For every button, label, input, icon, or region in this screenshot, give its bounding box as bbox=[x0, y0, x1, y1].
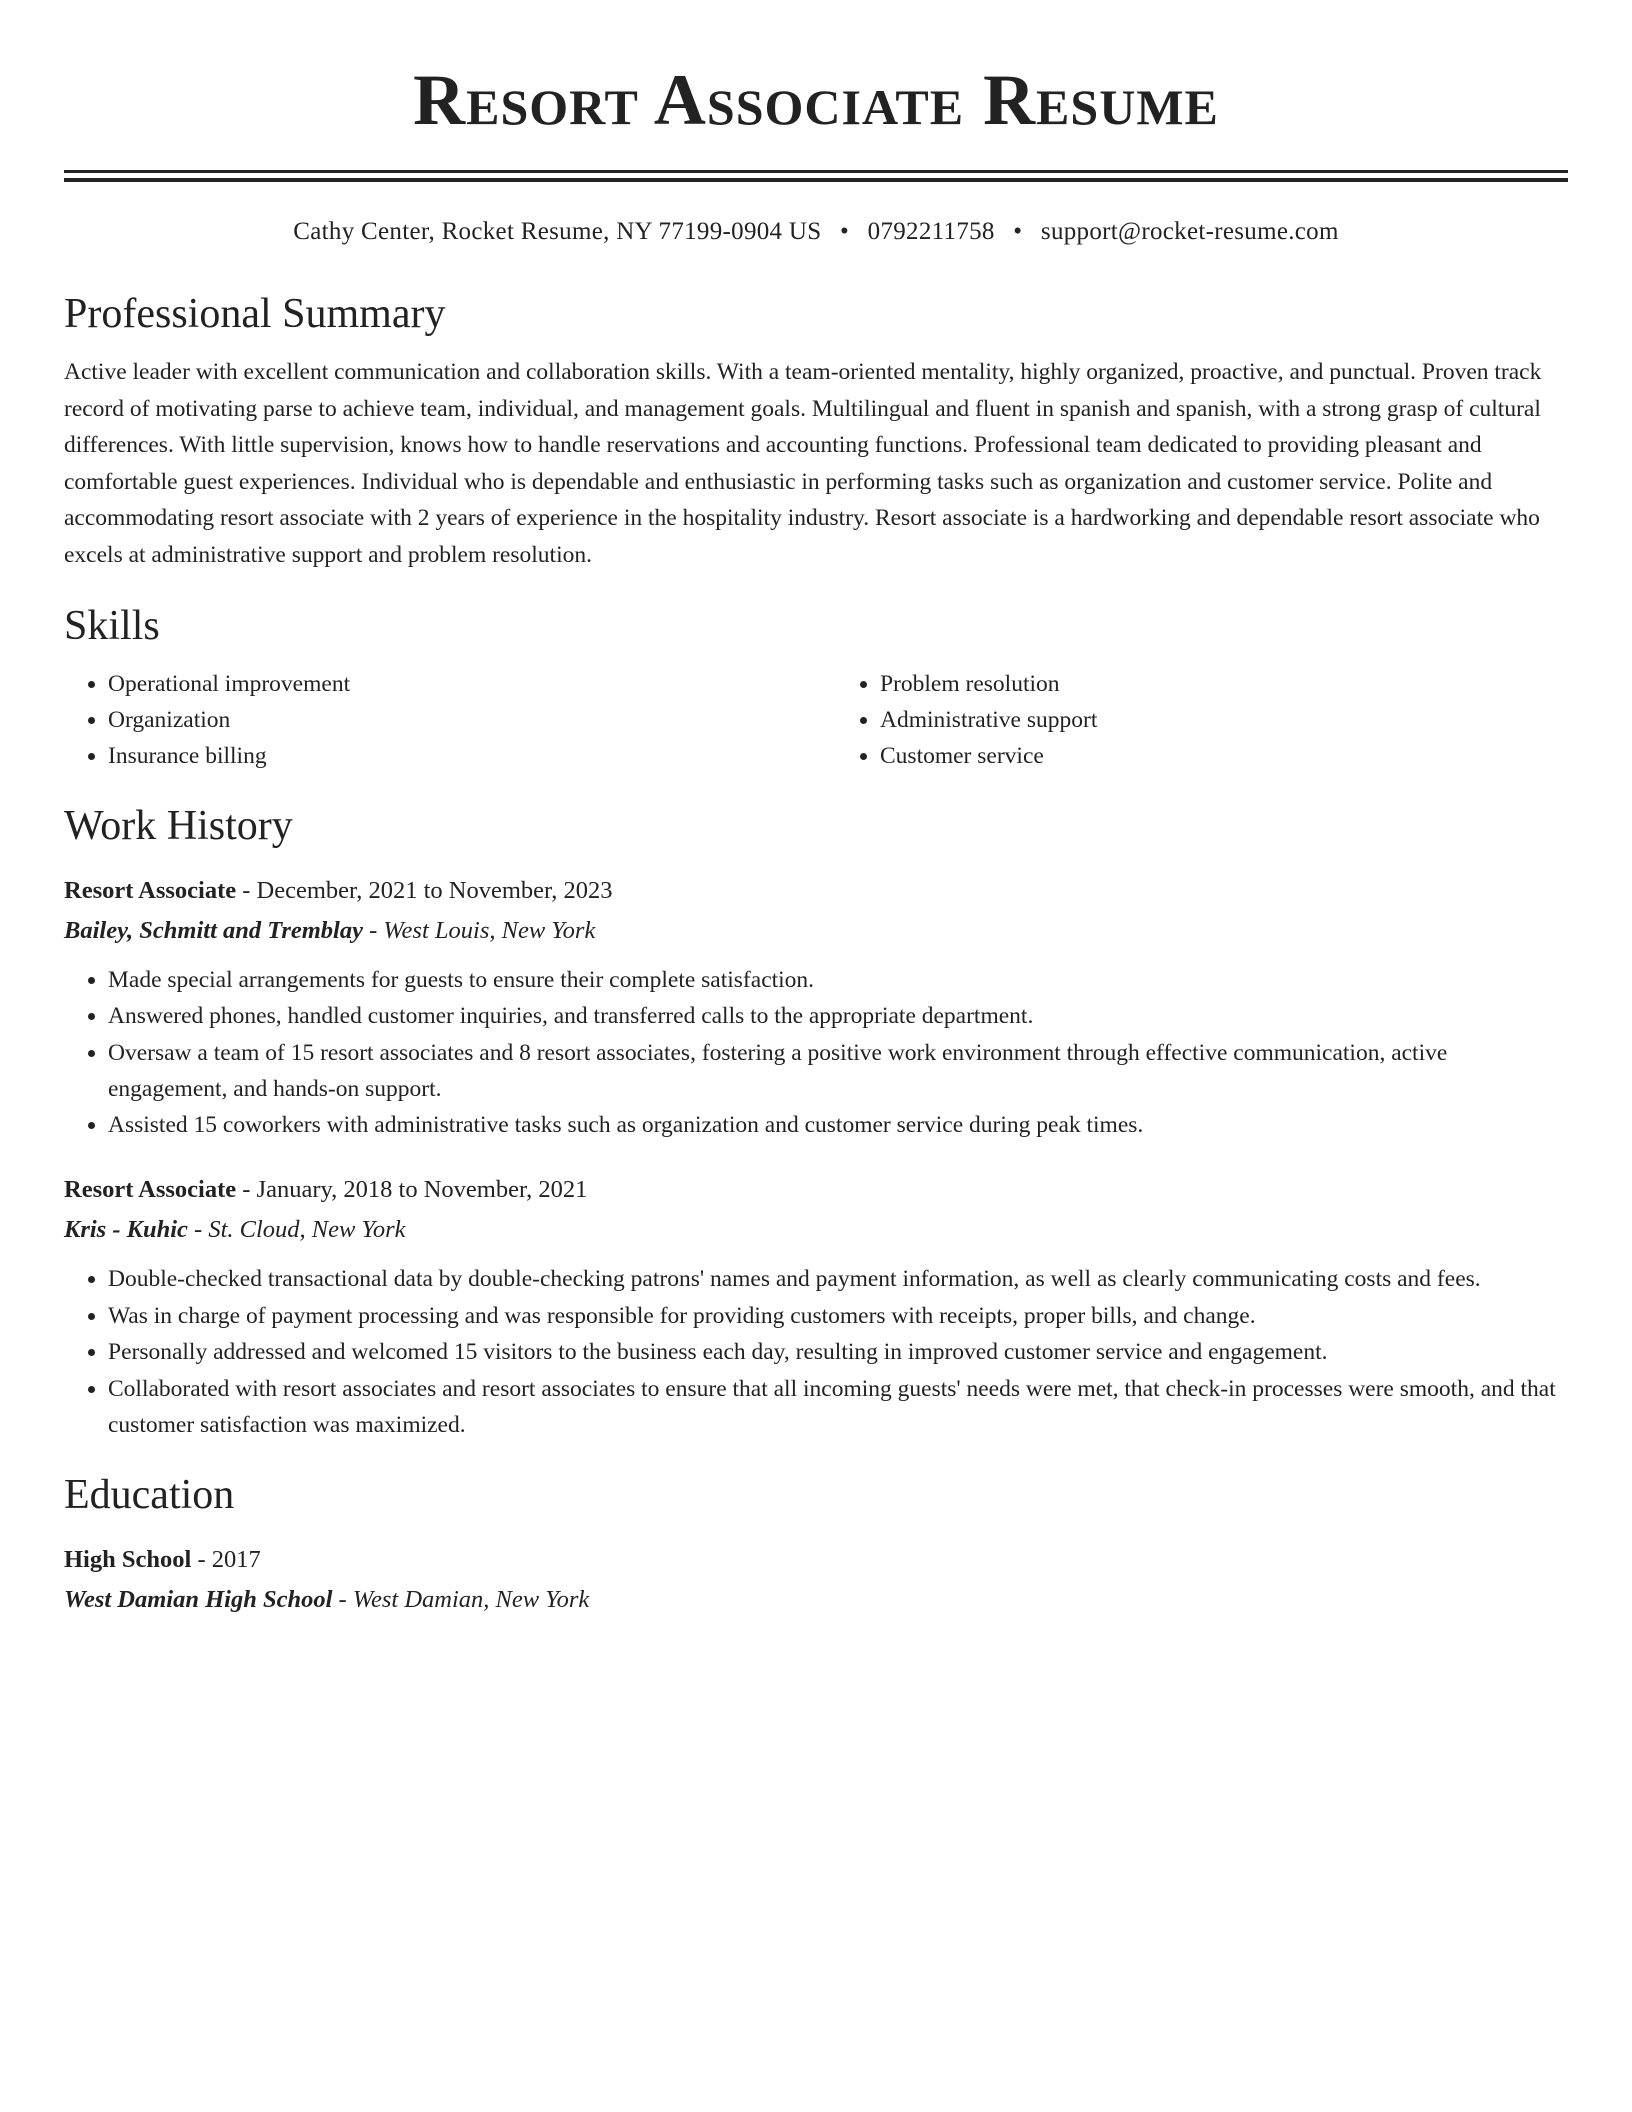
job-role: Resort Associate bbox=[64, 1176, 237, 1204]
job-role: Resort Associate bbox=[64, 876, 237, 904]
summary-text: Active leader with excellent communication and collaboration skills. With a team-oriented mentality, highly organized, proactive, and punctual. Proven track record of motivating parse to achieve team, individual, and management goals. Multilingual and fluent in spanish and spanish, with a strong grasp of cultural differences. With little supervision, knows how to handle reservations and accounting functions. Professional team dedicated to providing pleasant and comfortable guest experiences. Individual who is dependable and enthusiastic in performing tasks such as organization and customer service. Polite and accommodating resort associate with 2 years of experience in the hospitality industry. Resort associate is a hardworking and dependable resort associate who excels at administrative support and problem resolution. bbox=[64, 359, 1542, 568]
title-divider-top bbox=[64, 170, 1568, 173]
job-heading bbox=[64, 874, 1568, 908]
education-institution bbox=[64, 1583, 1568, 1617]
job-location: - West Louis, New York bbox=[362, 916, 596, 944]
job-bullet: • Oversaw a team of 15 resort associates and 8 resort associates, fostering a positive work environment through effective communication, active engagement, and hands-on support. bbox=[108, 1035, 1568, 1107]
job-company: Bailey, Schmitt and Tremblay bbox=[64, 916, 363, 944]
contact-line bbox=[64, 216, 1568, 248]
job-heading bbox=[64, 1173, 1568, 1207]
section-title-work-history: Work History bbox=[64, 802, 293, 849]
education-degree: High School bbox=[64, 1545, 192, 1573]
job-dates: - January, 2018 to November, 2021 bbox=[236, 1176, 588, 1204]
skills-column-right bbox=[836, 666, 1568, 774]
section-title-summary: Professional Summary bbox=[64, 291, 446, 337]
contact-phone: 0792211758 bbox=[867, 218, 995, 245]
job-bullet: • Answered phones, handled customer inquiries, and transferred calls to the appropriate department. bbox=[108, 998, 1568, 1034]
job-employer bbox=[64, 1213, 1568, 1247]
skill-item: • Administrative support bbox=[880, 702, 1568, 738]
resume-title: Resort Associate Resume bbox=[413, 60, 1219, 140]
skill-item: • Insurance billing bbox=[108, 738, 796, 774]
skills-column-left bbox=[64, 666, 796, 774]
contact-email: support@rocket-resume.com bbox=[1040, 218, 1339, 245]
skill-item: • Organization bbox=[108, 702, 796, 738]
contact-separator: • bbox=[1013, 218, 1023, 245]
skill-item: • Problem resolution bbox=[880, 666, 1568, 702]
section-title-skills: Skills bbox=[64, 602, 160, 649]
education-location: - West Damian, New York bbox=[332, 1585, 590, 1613]
job-bullet: • Was in charge of payment processing and was responsible for providing customers with receipts, proper bills, and change. bbox=[108, 1298, 1568, 1334]
contact-address: Cathy Center, Rocket Resume, NY 77199-0904 US bbox=[293, 218, 822, 245]
skill-item: • Customer service bbox=[880, 738, 1568, 774]
job-bullets bbox=[64, 1261, 1568, 1443]
job-bullet: • Double-checked transactional data by double-checking patrons' names and payment information, as well as clearly communicating costs and fees. bbox=[108, 1261, 1568, 1297]
job-bullet: • Personally addressed and welcomed 15 visitors to the business each day, resulting in improved customer service and engagement. bbox=[108, 1334, 1568, 1370]
job-bullet: • Made special arrangements for guests to ensure their complete satisfaction. bbox=[108, 962, 1568, 998]
skill-item: • Operational improvement bbox=[108, 666, 796, 702]
contact-separator: • bbox=[840, 218, 850, 245]
job-bullet: • Assisted 15 coworkers with administrative tasks such as organization and customer service during peak times. bbox=[108, 1107, 1568, 1143]
job-bullet: • Collaborated with resort associates and resort associates to ensure that all incoming guests' needs were met, that check-in processes were smooth, and that customer satisfaction was maximized. bbox=[108, 1371, 1568, 1443]
job-entry bbox=[64, 1173, 1568, 1443]
section-title-education: Education bbox=[64, 1471, 235, 1518]
job-company: Kris - Kuhic bbox=[64, 1216, 188, 1244]
job-bullets bbox=[64, 962, 1568, 1144]
job-entry bbox=[64, 874, 1568, 1144]
job-dates: - December, 2021 to November, 2023 bbox=[236, 876, 613, 904]
education-entry bbox=[64, 1543, 1568, 1617]
title-divider-bottom bbox=[64, 178, 1568, 182]
job-location: - St. Cloud, New York bbox=[187, 1216, 406, 1244]
education-school: West Damian High School bbox=[64, 1585, 333, 1613]
skills-list bbox=[64, 666, 1568, 774]
education-year: - 2017 bbox=[191, 1545, 261, 1573]
job-employer bbox=[64, 914, 1568, 948]
education-heading bbox=[64, 1543, 1568, 1577]
